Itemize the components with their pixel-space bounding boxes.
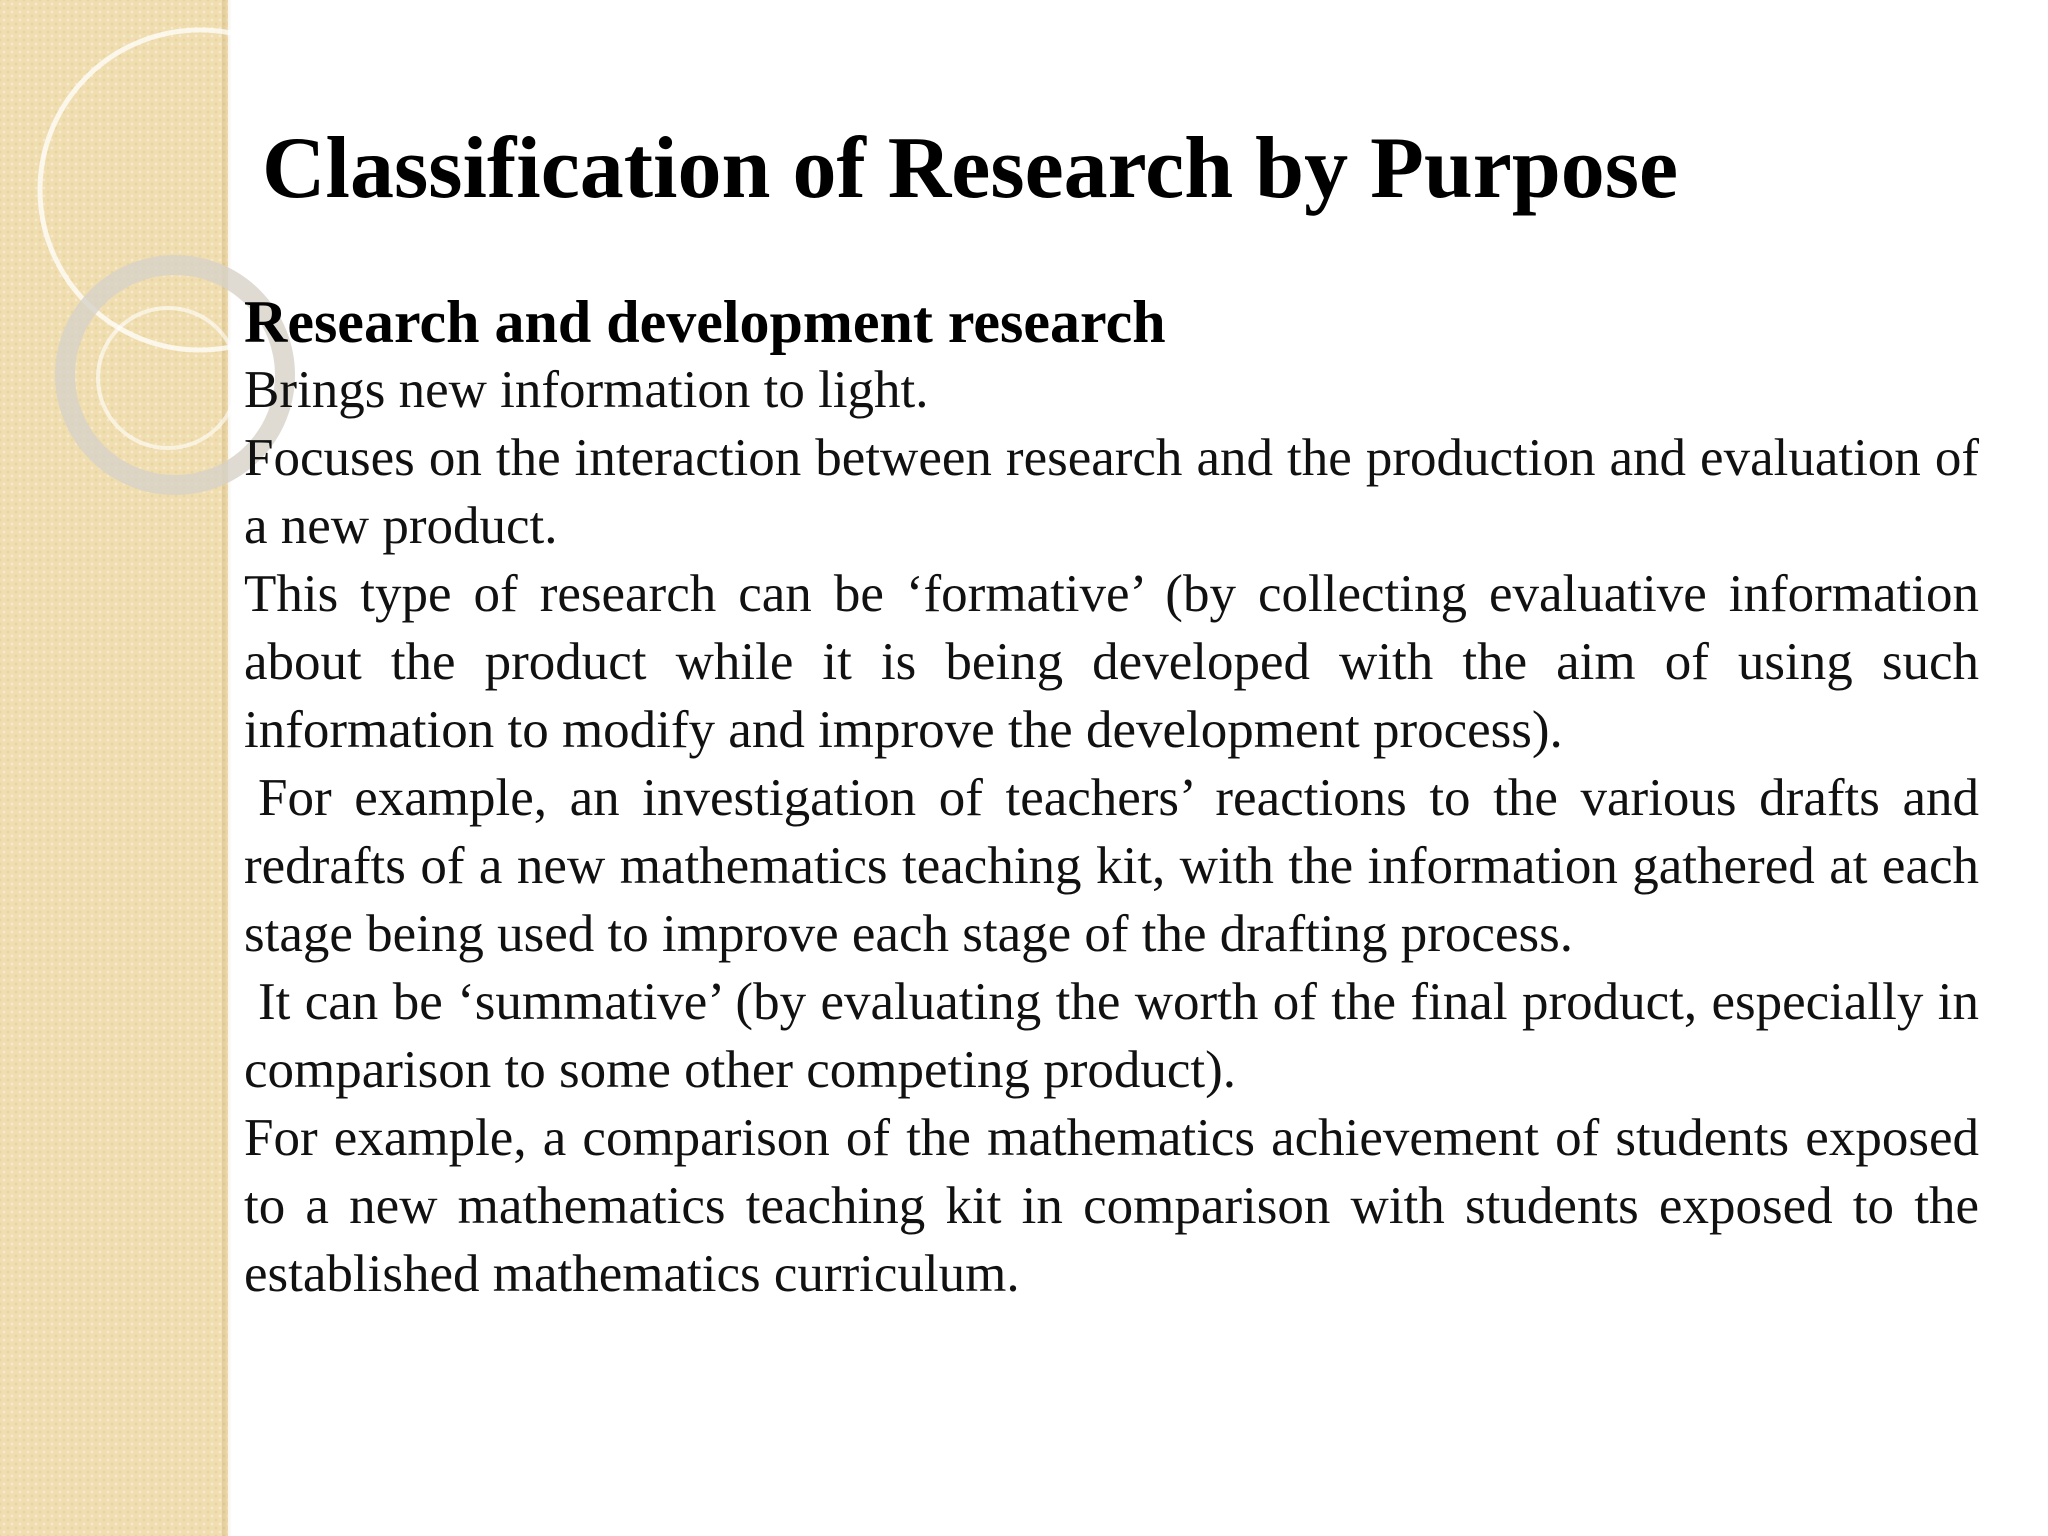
section-subheading: Research and development research xyxy=(244,289,1166,355)
body-paragraph: Brings new information to light. xyxy=(244,361,929,419)
decorative-ring-small xyxy=(98,308,238,448)
body-paragraph: Focuses on the interaction between research and the production and evaluation of a new product. xyxy=(244,429,1979,555)
body-paragraph: It can be ‘summative’ (by evaluating the worth of the final product, especially in comparison to some other competing product). xyxy=(244,973,1979,1099)
slide-title: Classification of Research by Purpose xyxy=(262,120,1679,217)
body-paragraph: This type of research can be ‘formative’ (by collecting evaluative information about the product while it is being developed with the aim of using such information to modify and improve the development process). xyxy=(244,565,1979,759)
body-paragraph: For example, a comparison of the mathematics achievement of students exposed to a new mathematics teaching kit in comparison with students exposed to the established mathematics curriculum. xyxy=(244,1109,1979,1303)
slide-body xyxy=(244,288,1979,1308)
body-paragraph: For example, an investigation of teachers’ reactions to the various drafts and redrafts of a new mathematics teaching kit, with the information gathered at each stage being used to improve each stage of the drafting process. xyxy=(244,769,1979,963)
